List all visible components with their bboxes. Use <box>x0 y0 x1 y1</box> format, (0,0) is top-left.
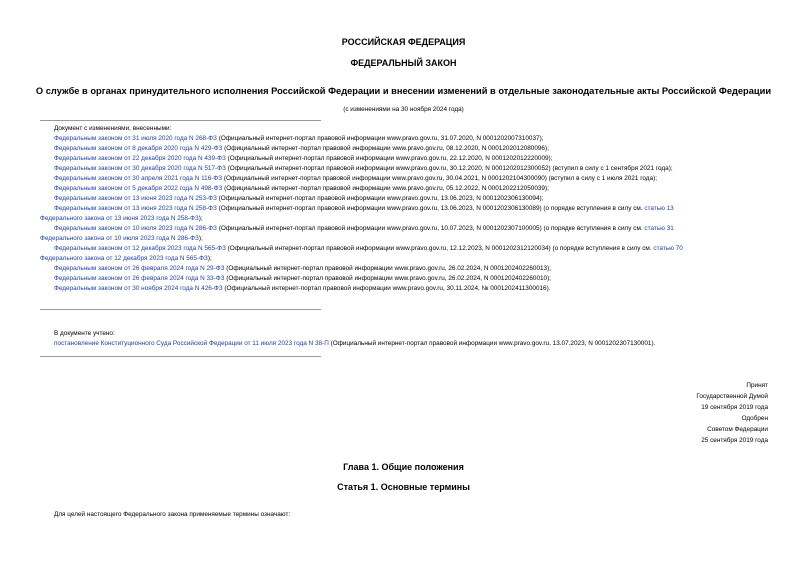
amendment-item: Федеральным законом от 13 июня 2023 года N 253-ФЗ (Официальный интернет-портал правовой информации www.pravo.gov.ru, 13.06.2023, N 0001202306130094); <box>54 195 544 202</box>
adoption-block <box>696 380 768 446</box>
considered-item: постановление Конституционного Суда Российской Федерации от 11 июля 2023 года N 38-П (Официальный интернет-портал правовой информации www.pravo.gov.ru, 13.07.2023, N 0001202307130001). <box>54 340 656 347</box>
amendment-item: Федеральным законом от 26 февраля 2024 года N 33-ФЗ (Официальный интернет-портал правовой информации www.pravo.gov.ru, 26.02.2024, N 0001202402260010); <box>54 275 552 282</box>
amendment-item-continuation: Федерального закона от 12 декабря 2023 года N 565-ФЗ); <box>40 255 212 262</box>
amendment-link[interactable]: Федеральным законом от 12 декабря 2023 года N 565-ФЗ <box>54 245 226 252</box>
amendment-link[interactable]: Федеральным законом от 30 апреля 2021 года N 116-ФЗ <box>54 175 223 182</box>
amendment-item-continuation: Федерального закона от 10 июля 2023 года N 286-ФЗ); <box>40 235 203 242</box>
court-ruling-link[interactable]: постановление Конституционного Суда Российской Федерации от 11 июля 2023 года N 38-П <box>54 340 329 347</box>
divider-middle <box>40 309 321 310</box>
article-link[interactable]: статью 31 <box>644 225 674 232</box>
amendment-link[interactable]: Федеральным законом от 30 ноября 2024 года N 426-ФЗ <box>54 285 223 292</box>
amendment-item: Федеральным законом от 30 декабря 2020 года N 517-ФЗ (Официальный интернет-портал правовой информации www.pravo.gov.ru, 30.12.2020, N 0001202012300052) (вступил в силу с 1 сентября 2021 года); <box>54 165 673 172</box>
amendment-item: Федеральным законом от 30 ноября 2024 года N 426-ФЗ (Официальный интернет-портал правовой информации www.pravo.gov.ru, 30.11.2024, № 0001202411300016). <box>54 285 551 292</box>
amendment-item: Федеральным законом от 12 декабря 2023 года N 565-ФЗ (Официальный интернет-портал правовой информации www.pravo.gov.ru, 12.12.2023, N 0001202312120034) (о порядке вступления в силу см. статью 70 <box>54 245 683 252</box>
article-paragraph: Для целей настоящего Федерального закона применяемые термины означают: <box>54 511 291 518</box>
amendment-link[interactable]: Федеральным законом от 22 декабря 2020 года N 439-ФЗ <box>54 155 226 162</box>
amendment-item-continuation: Федерального закона от 13 июня 2023 года N 258-ФЗ); <box>40 215 203 222</box>
approved-date: 25 сентября 2019 года <box>701 437 768 444</box>
considered-intro: В документе учтено: <box>54 330 115 337</box>
amendment-item: Федеральным законом от 31 июля 2020 года N 268-ФЗ (Официальный интернет-портал правовой информации www.pravo.gov.ru, 31.07.2020, N 0001202007310037); <box>54 135 544 142</box>
law-link[interactable]: Федерального закона от 13 июня 2023 года N 258-ФЗ <box>40 215 199 222</box>
amendment-item: Федеральным законом от 13 июня 2023 года N 258-ФЗ (Официальный интернет-портал правовой информации www.pravo.gov.ru, 13.06.2023, N 0001202306130089) (о порядке вступления в силу см. статью 13 <box>54 205 674 212</box>
amendment-link[interactable]: Федеральным законом от 5 декабря 2022 года N 498-ФЗ <box>54 185 223 192</box>
country-heading: РОССИЙСКАЯ ФЕДЕРАЦИЯ <box>341 37 466 47</box>
amendment-item: Федеральным законом от 8 декабря 2020 года N 429-ФЗ (Официальный интернет-портал правовой информации www.pravo.gov.ru, 08.12.2020, N 0001202012080096); <box>54 145 549 152</box>
amendment-link[interactable]: Федеральным законом от 13 июня 2023 года N 258-ФЗ <box>54 205 217 212</box>
amendment-item: Федеральным законом от 22 декабря 2020 года N 439-ФЗ (Официальный интернет-портал правовой информации www.pravo.gov.ru, 22.12.2020, N 0001202012220009); <box>54 155 553 162</box>
document-title: О службе в органах принудительного исполнения Российской Федерации и внесении изменений в отдельные законодательные акты Российской Федерации <box>35 86 772 96</box>
article-link[interactable]: статью 13 <box>644 205 674 212</box>
article-heading: Статья 1. Основные термины <box>337 482 470 492</box>
amendment-item: Федеральным законом от 5 декабря 2022 года N 498-ФЗ (Официальный интернет-портал правовой информации www.pravo.gov.ru, 05.12.2022, N 0001202212050039); <box>54 185 549 192</box>
amendment-link[interactable]: Федеральным законом от 13 июня 2023 года N 253-ФЗ <box>54 195 217 202</box>
approved-body: Советом Федерации <box>707 426 768 433</box>
article-link[interactable]: статью 70 <box>653 245 683 252</box>
amendment-link[interactable]: Федеральным законом от 26 февраля 2024 года N 29-ФЗ <box>54 265 225 272</box>
adopted-date: 19 сентября 2019 года <box>701 404 768 411</box>
law-link[interactable]: Федерального закона от 12 декабря 2023 года N 565-ФЗ <box>40 255 208 262</box>
amendments-list <box>40 124 770 294</box>
amendment-item: Федеральным законом от 10 июля 2023 года N 286-ФЗ (Официальный интернет-портал правовой информации www.pravo.gov.ru, 10.07.2023, N 0001202307100005) (о порядке вступления в силу см. статью 31 <box>54 225 674 232</box>
amendment-item: Федеральным законом от 26 февраля 2024 года N 29-ФЗ (Официальный интернет-портал правовой информации www.pravo.gov.ru, 26.02.2024, N 0001202402260013); <box>54 265 552 272</box>
amendment-link[interactable]: Федеральным законом от 31 июля 2020 года N 268-ФЗ <box>54 135 217 142</box>
law-link[interactable]: Федерального закона от 10 июля 2023 года N 286-ФЗ <box>40 235 199 242</box>
amendment-link[interactable]: Федеральным законом от 8 декабря 2020 года N 429-ФЗ <box>54 145 223 152</box>
law-type-heading: ФЕДЕРАЛЬНЫЙ ЗАКОН <box>350 58 457 68</box>
amendment-item: Федеральным законом от 30 апреля 2021 года N 116-ФЗ (Официальный интернет-портал правовой информации www.pravo.gov.ru, 30.04.2021, N 0001202104300090) (вступил в силу с 1 июля 2021 года); <box>54 175 657 182</box>
adopted-body: Государственной Думой <box>696 393 768 400</box>
considered-block <box>40 329 770 349</box>
approved-label: Одобрен <box>741 415 768 422</box>
amendment-link[interactable]: Федеральным законом от 26 февраля 2024 года N 33-ФЗ <box>54 275 225 282</box>
adopted-label: Принят <box>746 382 768 389</box>
divider-bottom <box>40 356 321 357</box>
chapter-heading: Глава 1. Общие положения <box>343 462 464 472</box>
amendment-link[interactable]: Федеральным законом от 30 декабря 2020 года N 517-ФЗ <box>54 165 226 172</box>
divider-top <box>40 120 321 121</box>
edition-note: (с изменениями на 30 ноября 2024 года) <box>343 106 464 113</box>
amendment-link[interactable]: Федеральным законом от 10 июля 2023 года N 286-ФЗ <box>54 225 217 232</box>
amendments-intro: Документ с изменениями, внесенными: <box>54 125 172 132</box>
